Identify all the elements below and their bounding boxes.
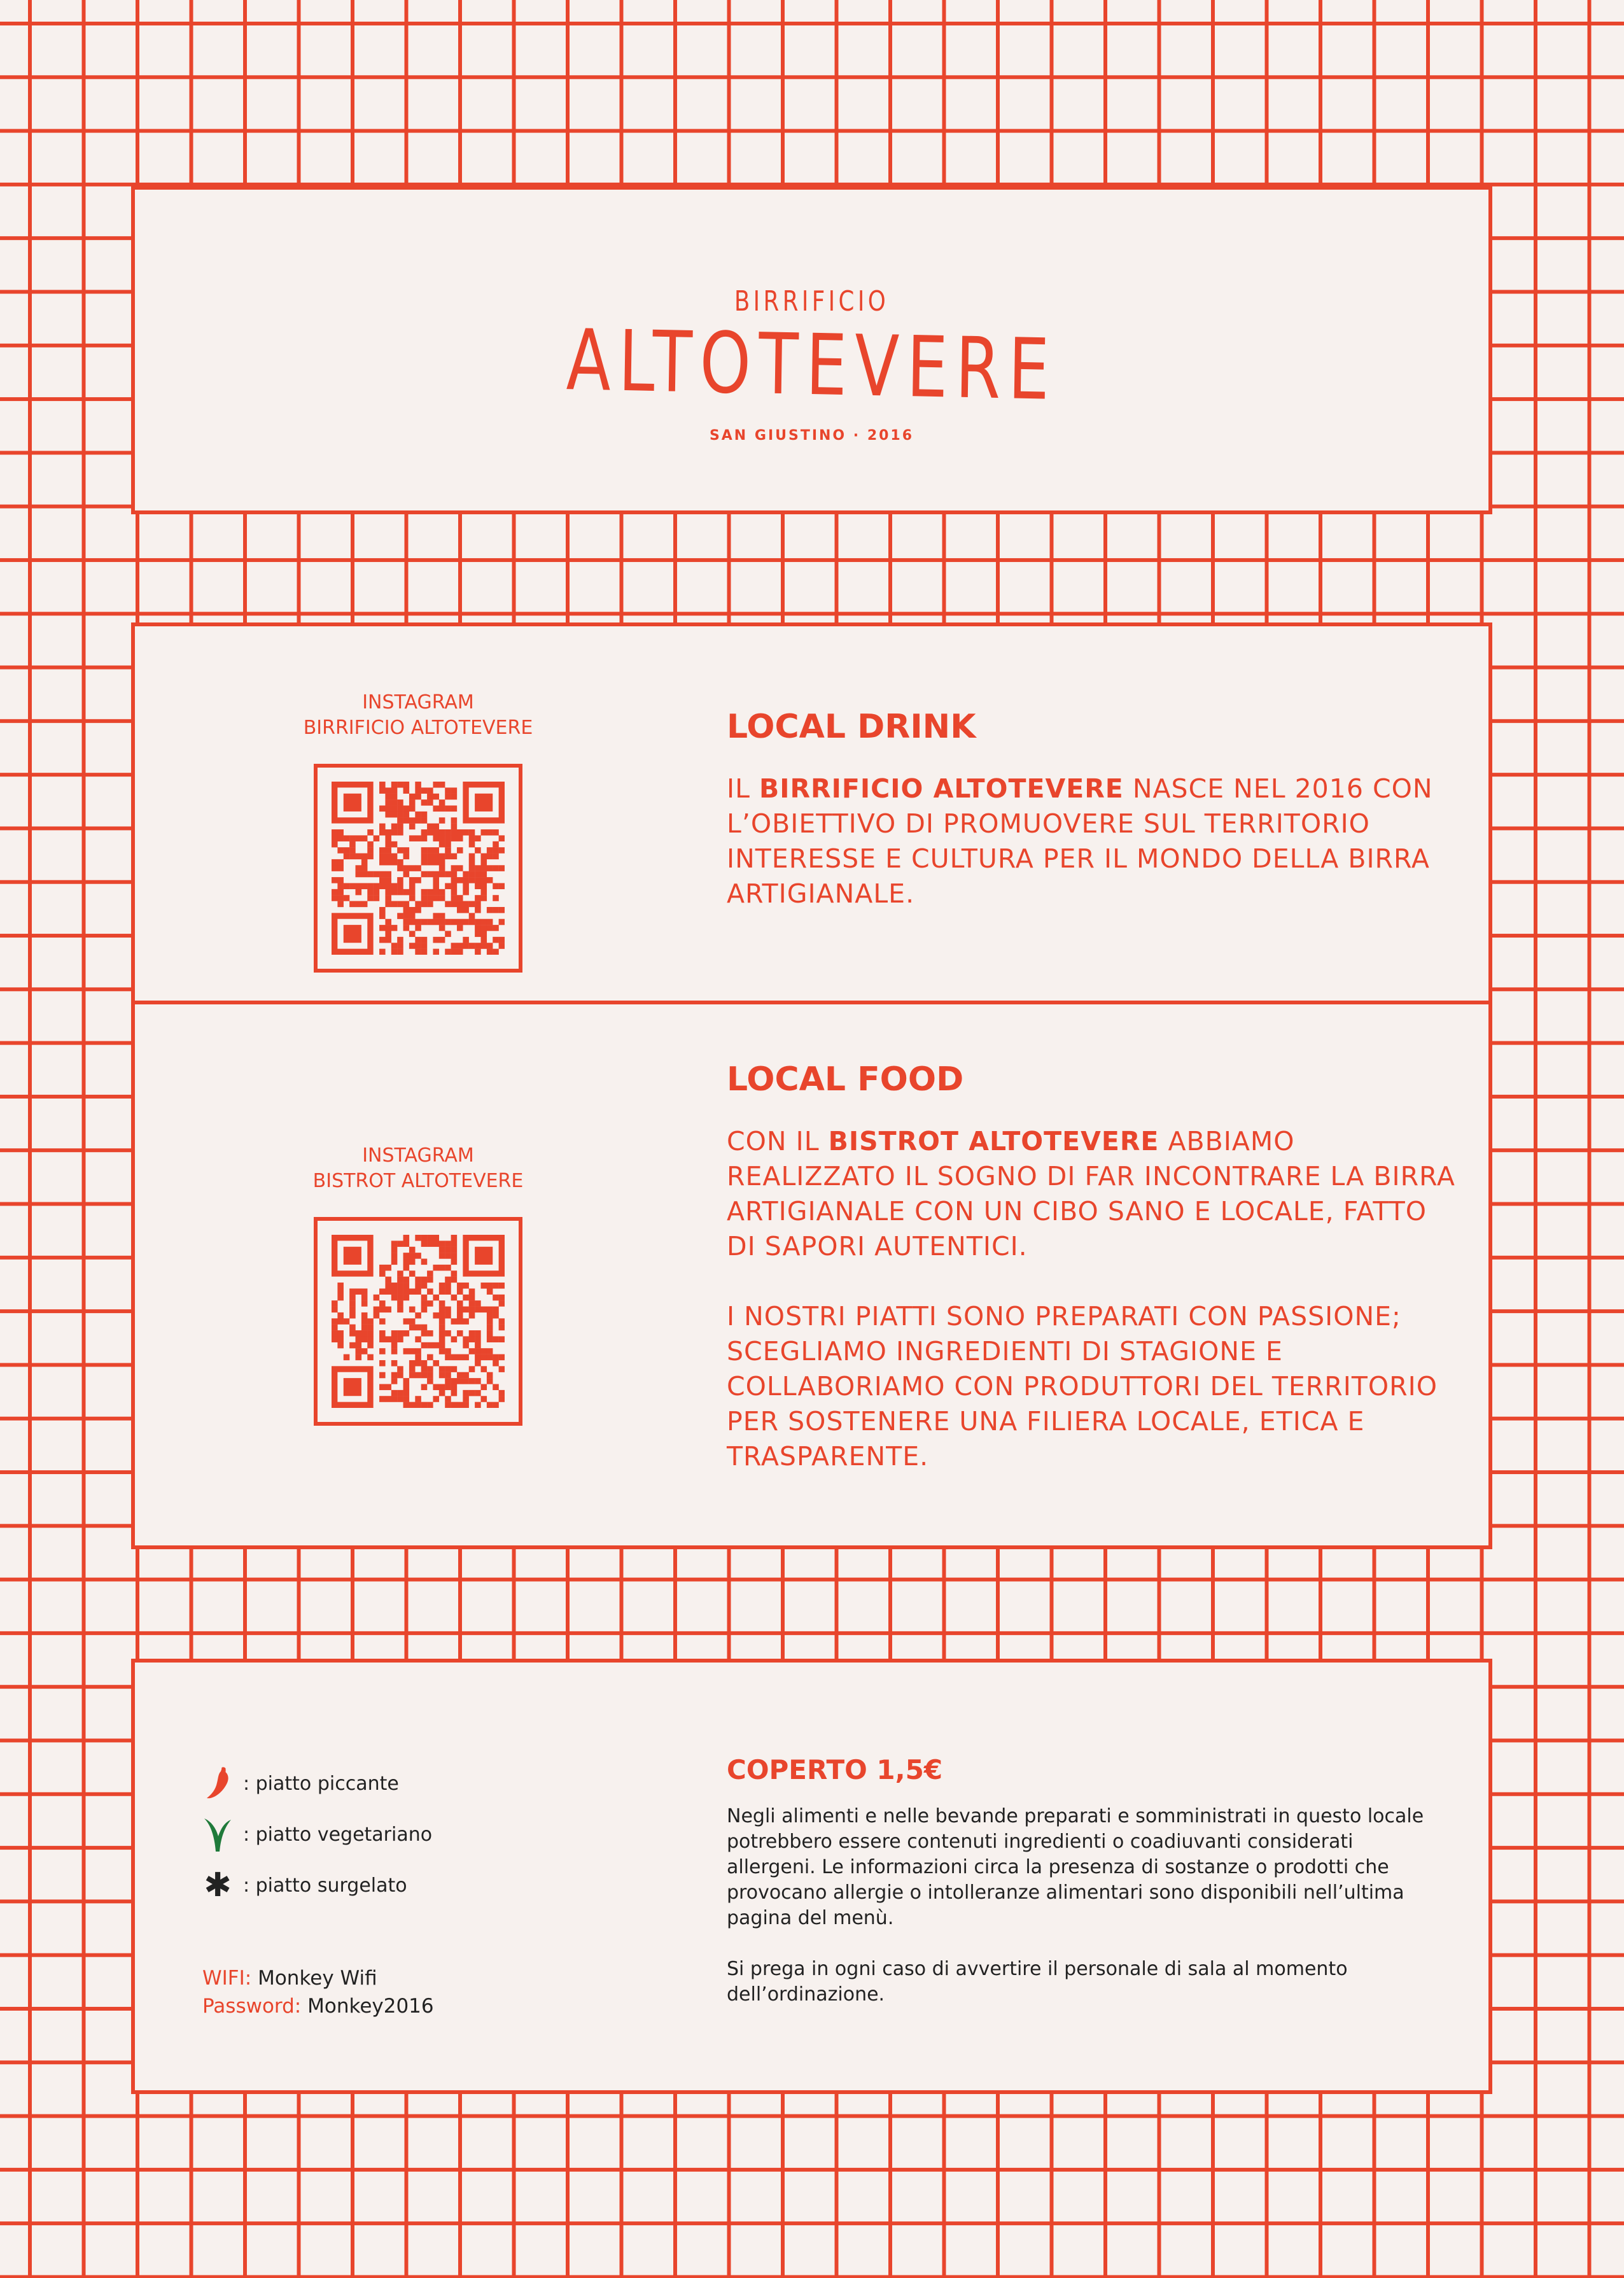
allergen-paragraph-2: Si prega in ogni caso di avvertire il personale di sala al momento dell’ordinazione. <box>727 1958 1348 2006</box>
qr-label-line1: INSTAGRAM <box>362 691 474 714</box>
local-food-title: LOCAL FOOD <box>727 1060 964 1099</box>
wifi-value: Monkey Wifi <box>258 1967 377 1990</box>
legend-label: : piatto piccante <box>243 1772 399 1795</box>
local-drink-panel <box>131 622 1492 1004</box>
logo-panel <box>131 186 1492 514</box>
local-drink-title: LOCAL DRINK <box>727 708 976 746</box>
local-food-paragraph-2: I NOSTRI PIATTI SONO PREPARATI CON PASSIONE; SCEGLIAMO INGREDIENTI DI STAGIONE E COLLABORIAMO CON PRODUTTORI DEL TERRITORIO PER SOSTENERE UNA FILIERA LOCALE, ETICA E TRASPARENTE. <box>727 1301 1438 1472</box>
vegetarian-leaf-icon <box>199 1815 237 1853</box>
wifi-label: WIFI: <box>202 1967 252 1990</box>
local-food-panel <box>131 1001 1492 1549</box>
instagram-birrificio-qr-block <box>278 690 558 973</box>
password-value: Monkey2016 <box>307 1995 434 2018</box>
asterisk-icon: ✱ <box>204 1866 232 1904</box>
local-food-paragraph-1: CON IL BISTROT ALTOTEVERE ABBIAMO REALIZZATO IL SOGNO DI FAR INCONTRARE LA BIRRA ARTIGIANALE CON UN CIBO SANO E LOCALE, FATTO DI SAPORI AUTENTICI. <box>727 1126 1455 1262</box>
local-drink-paragraph: IL BIRRIFICIO ALTOTEVERE NASCE NEL 2016 CON L’OBIETTIVO DI PROMUOVERE SUL TERRITORIO INTERESSE E CULTURA PER IL MONDO DELLA BIRRA ARTIGIANALE. <box>727 773 1433 909</box>
chili-pepper-icon <box>199 1764 237 1803</box>
qr-code-birrificio[interactable] <box>314 764 522 973</box>
brand-logo <box>135 285 1488 444</box>
qr-code-bistrot[interactable] <box>314 1217 522 1426</box>
logo-sub-text: SAN GIUSTINO · 2016 <box>709 427 914 444</box>
legend-item-frozen <box>199 1860 432 1911</box>
cover-charge: COPERTO 1,5€ <box>727 1754 943 1785</box>
local-food-text <box>727 1060 1459 1474</box>
allergen-notice <box>727 1804 1427 2033</box>
qr-code-icon <box>332 1235 505 1408</box>
logo-main-text: ALTOTEVERE <box>565 311 1058 419</box>
logo-top-text: BIRRIFICIO <box>734 285 890 318</box>
dish-legend <box>199 1758 432 1911</box>
local-drink-text <box>727 708 1459 911</box>
qr-label-line1: INSTAGRAM <box>362 1144 474 1167</box>
allergen-paragraph-1: Negli alimenti e nelle bevande preparati e somministrati in questo locale potrebbero essere contenuti ingredienti o coadiuvanti considerati allergeni. Le informazioni circa la presenza di sostanze o prodotti che provocano allergie o intolleranze alimentari sono disponibili nell’ultima pagina del menù. <box>727 1805 1424 1929</box>
qr-label-line2: BISTROT ALTOTEVERE <box>312 1170 524 1192</box>
info-panel <box>131 1659 1492 2094</box>
legend-item-vegetarian <box>199 1809 432 1860</box>
instagram-bistrot-qr-block <box>278 1143 558 1426</box>
password-label: Password: <box>202 1995 302 2018</box>
legend-item-spicy <box>199 1758 432 1809</box>
qr-code-icon <box>332 782 505 955</box>
qr-label-line2: BIRRIFICIO ALTOTEVERE <box>303 717 533 739</box>
wifi-info <box>202 1964 434 2020</box>
legend-label: : piatto surgelato <box>243 1874 407 1897</box>
legend-label: : piatto vegetariano <box>243 1823 433 1846</box>
